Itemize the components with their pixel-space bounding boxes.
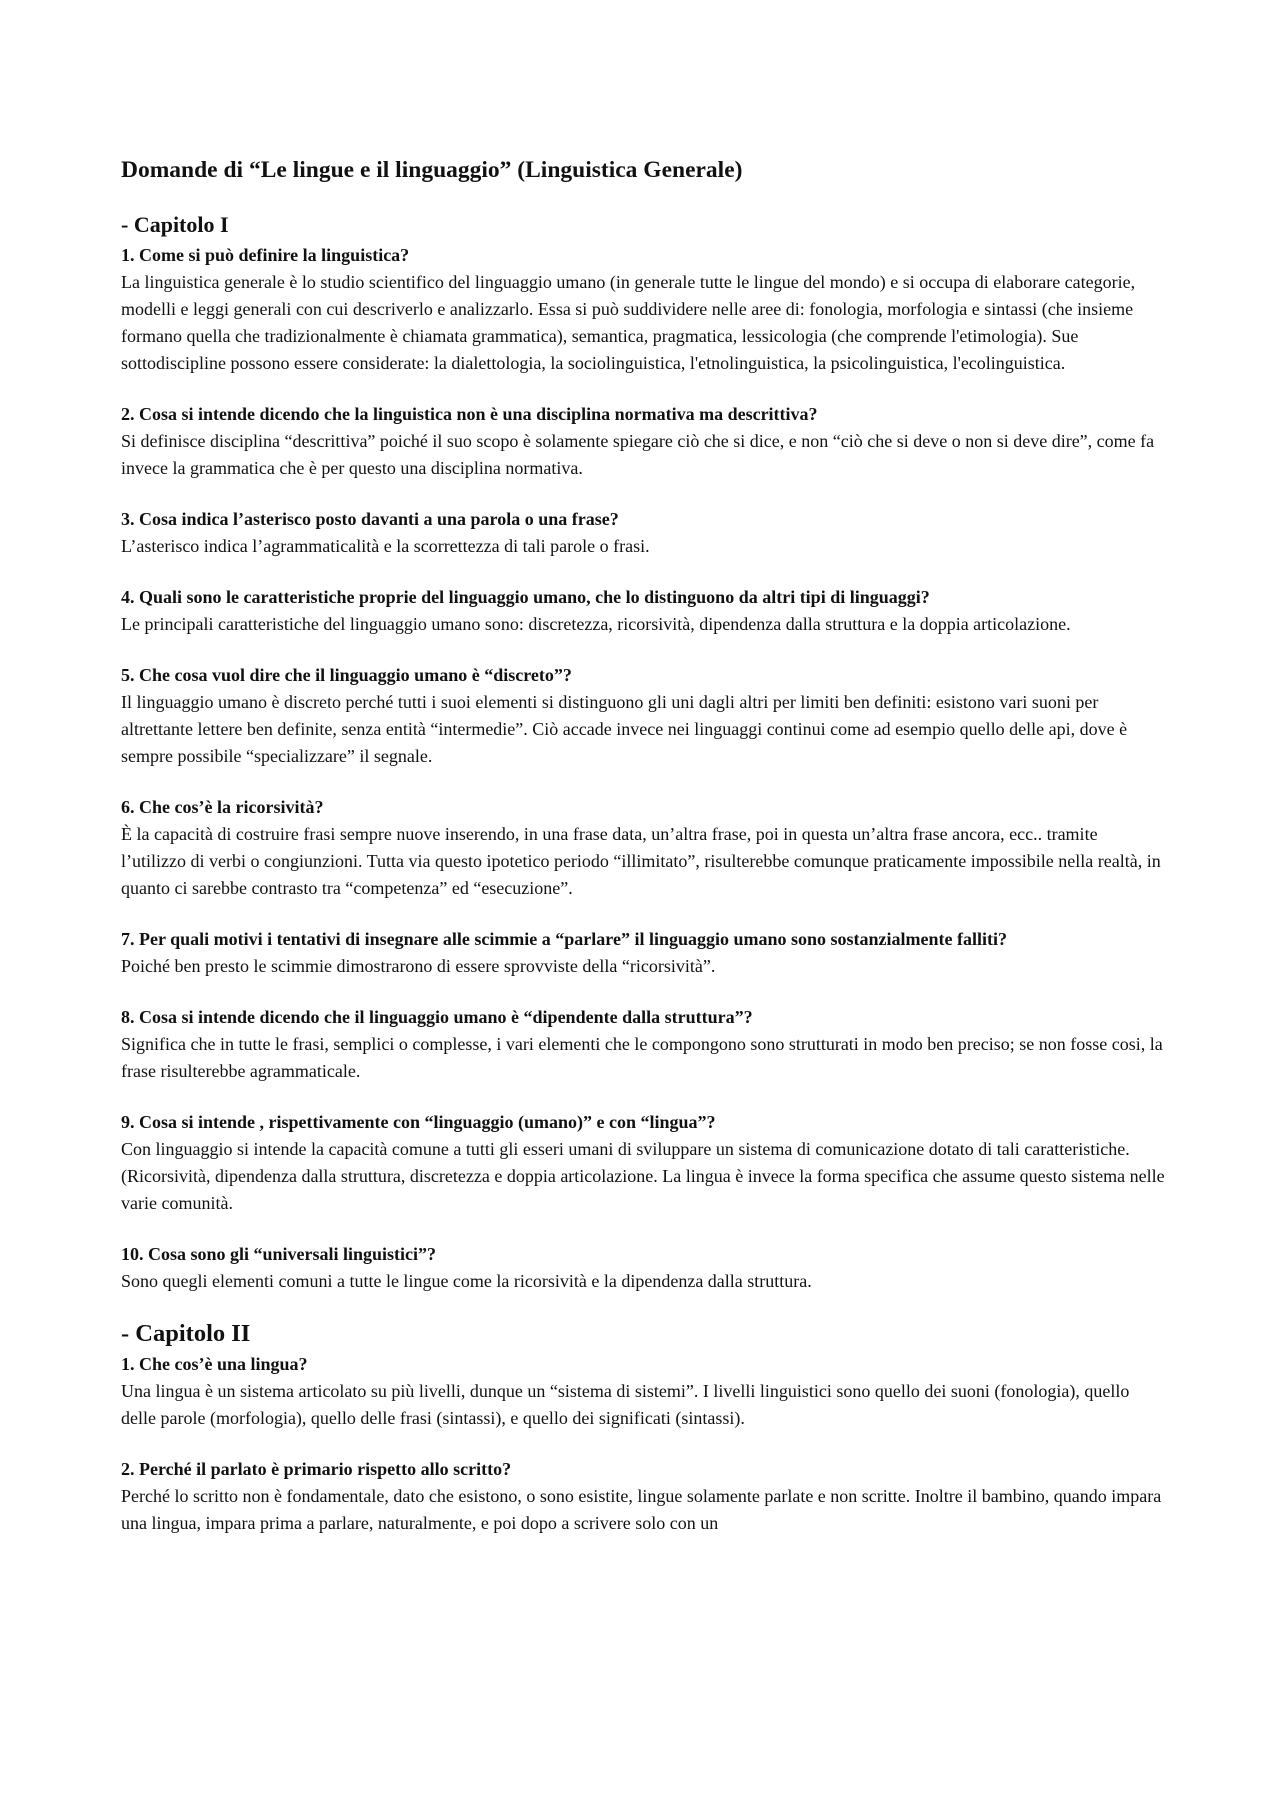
question: 2. Cosa si intende dicendo che la linguistica non è una disciplina normativa ma descrittiva? — [121, 403, 818, 424]
chapter-1 — [121, 212, 1166, 1294]
document-page — [121, 156, 1166, 1561]
qa-item — [121, 506, 1166, 560]
question: 6. Che cos’è la ricorsività? — [121, 796, 324, 817]
chapter-2 — [121, 1319, 1166, 1537]
question: 2. Perché il parlato è primario rispetto allo scritto? — [121, 1458, 512, 1479]
document-title: Domande di “Le lingue e il linguaggio” (Linguistica Generale) — [121, 157, 743, 183]
answer: Le principali caratteristiche del linguaggio umano sono: discretezza, ricorsività, dipendenza dalla struttura e la doppia articolazione. — [121, 613, 1071, 634]
answer: Poiché ben presto le scimmie dimostrarono di essere sprovviste della “ricorsività”. — [121, 955, 716, 976]
qa-item — [121, 401, 1166, 482]
question: 5. Che cosa vuol dire che il linguaggio umano è “discreto”? — [121, 664, 572, 685]
question: 7. Per quali motivi i tentativi di insegnare alle scimmie a “parlare” il linguaggio umano sono sostanzialmente falliti? — [121, 928, 1007, 949]
question: 1. Che cos’è una lingua? — [121, 1353, 308, 1374]
qa-item — [121, 662, 1166, 770]
qa-item — [121, 926, 1166, 980]
answer: Significa che in tutte le frasi, semplici o complesse, i vari elementi che le compongono sono strutturati in modo ben preciso; se non fosse cosi, la frase risulterebbe agrammaticale. — [121, 1033, 1163, 1081]
question: 8. Cosa si intende dicendo che il linguaggio umano è “dipendente dalla struttura”? — [121, 1006, 753, 1027]
question: 4. Quali sono le caratteristiche proprie del linguaggio umano, che lo distinguono da altri tipi di linguaggi? — [121, 586, 930, 607]
answer: Con linguaggio si intende la capacità comune a tutti gli esseri umani di sviluppare un sistema di comunicazione dotato di tali caratteristiche. (Ricorsività, dipendenza dalla struttura, discretezza e doppia articolazione. La lingua è invece la forma specifica che assume questo sistema nelle varie comunità. — [121, 1138, 1165, 1213]
qa-item — [121, 1456, 1166, 1537]
qa-item — [121, 1109, 1166, 1217]
answer: Il linguaggio umano è discreto perché tutti i suoi elementi si distinguono gli uni dagli altri per limiti ben definiti: esistono vari suoni per altrettante lettere ben definite, senza entità “intermedie”. Ciò accade invece nei linguaggi continui come ad esempio quello delle api, dove è sempre possibile “specializzare” il segnale. — [121, 691, 1128, 766]
answer: È la capacità di costruire frasi sempre nuove inserendo, in una frase data, un’altra frase, poi in questa un’altra frase ancora, ecc.. tramite l’utilizzo di verbi o congiunzioni. Tutta via questo ipotetico periodo “illimitato”, risulterebbe comunque praticamente impossibile nella realtà, in quanto ci sarebbe contrasto tra “competenza” ed “esecuzione”. — [121, 823, 1161, 898]
answer: Una lingua è un sistema articolato su più livelli, dunque un “sistema di sistemi”. I livelli linguistici sono quello dei suoni (fonologia), quello delle parole (morfologia), quello delle frasi (sintassi), e quello dei significati (sintassi). — [121, 1380, 1130, 1428]
answer: Perché lo scritto non è fondamentale, dato che esistono, o sono esistite, lingue solamente parlate e non scritte. Inoltre il bambino, quando impara una lingua, impara prima a parlare, naturalmente, e poi dopo a scrivere solo con un — [121, 1485, 1162, 1533]
question: 9. Cosa si intende , rispettivamente con “linguaggio (umano)” e con “lingua”? — [121, 1111, 716, 1132]
answer: Sono quegli elementi comuni a tutte le lingue come la ricorsività e la dipendenza dalla struttura. — [121, 1270, 812, 1291]
chapter-heading: - Capitolo I — [121, 212, 229, 238]
answer: La linguistica generale è lo studio scientifico del linguaggio umano (in generale tutte le lingue del mondo) e si occupa di elaborare categorie, modelli e leggi generali con cui descriverlo e analizzarlo. Essa si può suddividere nelle aree di: fonologia, morfologia e sintassi (che insieme formano quella che tradizionalmente è chiamata grammatica), semantica, pragmatica, lessicologia (che comprende l'etimologia). Sue sottodiscipline possono essere considerate: la dialettologia, la sociolinguistica, l'etnolinguistica, la psicolinguistica, l'ecolinguistica. — [121, 271, 1136, 373]
qa-item — [121, 242, 1166, 377]
qa-item — [121, 584, 1166, 638]
question: 10. Cosa sono gli “universali linguistici”? — [121, 1243, 437, 1264]
question: 3. Cosa indica l’asterisco posto davanti a una parola o una frase? — [121, 508, 619, 529]
qa-item — [121, 1241, 1166, 1295]
chapter-heading: - Capitolo II — [121, 1319, 251, 1347]
qa-item — [121, 1004, 1166, 1085]
question: 1. Come si può definire la linguistica? — [121, 244, 410, 265]
answer: L’asterisco indica l’agrammaticalità e la scorrettezza di tali parole o frasi. — [121, 535, 650, 556]
qa-item — [121, 1351, 1166, 1432]
answer: Si definisce disciplina “descrittiva” poiché il suo scopo è solamente spiegare ciò che si dice, e non “ciò che si deve o non si deve dire”, come fa invece la grammatica che è per questo una disciplina normativa. — [121, 430, 1155, 478]
qa-item — [121, 794, 1166, 902]
